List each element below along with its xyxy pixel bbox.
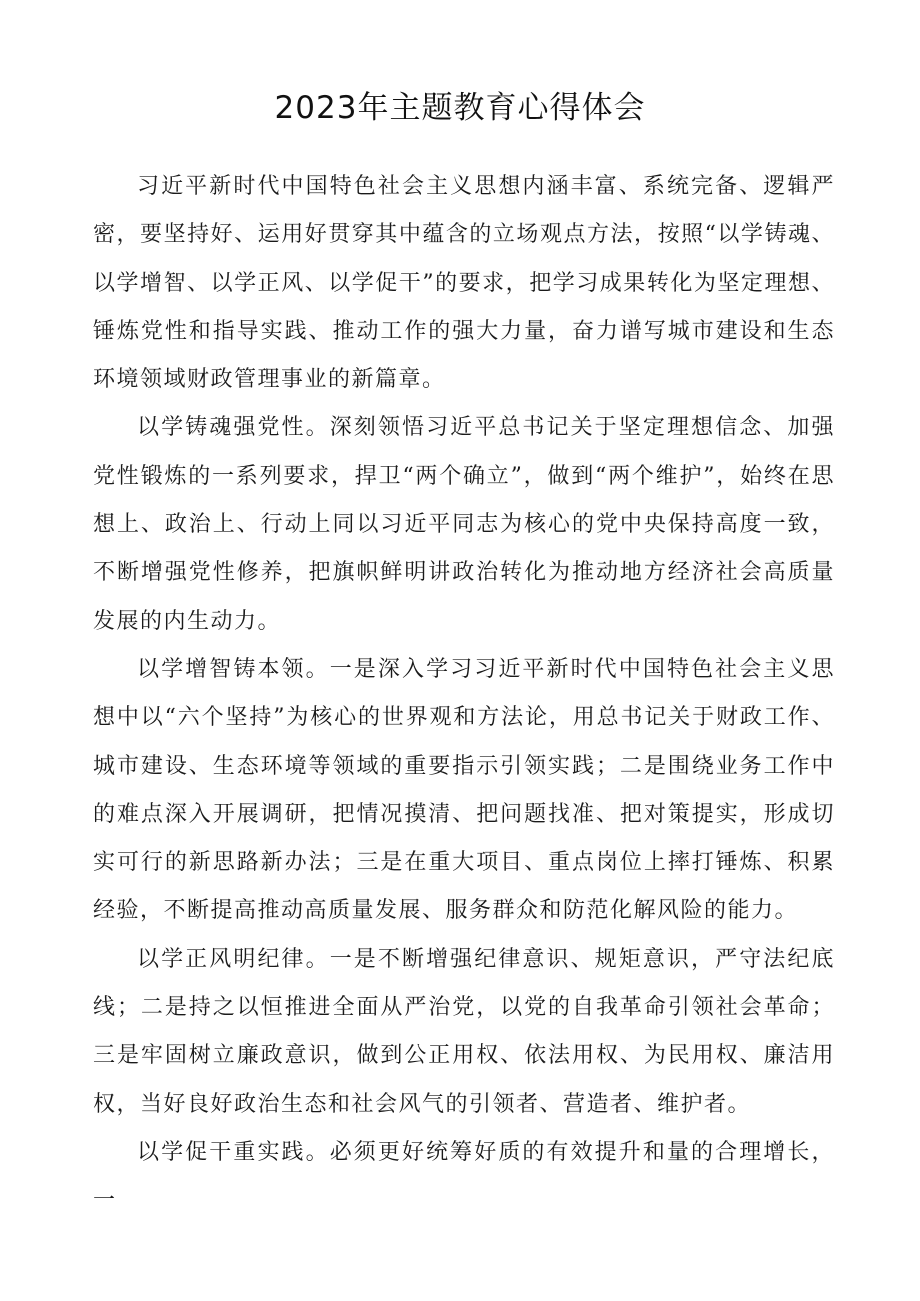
paragraph-promote-practice: 以学促干重实践。必须更好统筹好质的有效提升和量的合理增长，一	[93, 1139, 835, 1214]
document-title: 2023年主题教育心得体会	[274, 90, 646, 126]
paragraph-correct-style: 以学正风明纪律。一是不断增强纪律意识、规矩意识，严守法纪底线；二是持之以恒推进全面从严治党，以党的自我革命引领社会革命；三是牢固树立廉政意识，做到公正用权、依法用权、为民用权、廉洁用权，当好良好政治生态和社会风气的引领者、营造者、维护者。	[93, 946, 835, 1117]
document-body	[93, 163, 835, 1226]
paragraph-strengthen-party-spirit: 以学铸魂强党性。深刻领悟习近平总书记关于坚定理想信念、加强党性锻炼的一系列要求，捍卫“两个确立”，做到“两个维护”，始终在思想上、政治上、行动上同以习近平同志为核心的党中央保持高度一致，不断增强党性修养，把旗帜鲜明讲政治转化为推动地方经济社会高质量发展的内生动力。	[93, 415, 835, 634]
paragraph-increase-wisdom: 以学增智铸本领。一是深入学习习近平新时代中国特色社会主义思想中以“六个坚持”为核心的世界观和方法论，用总书记关于财政工作、城市建设、生态环境等领域的重要指示引领实践；二是围绕业务工作中的难点深入开展调研，把情况摸清、把问题找准、把对策提实，形成切实可行的新思路新办法；三是在重大项目、重点岗位上摔打锤炼、积累经验，不断提高推动高质量发展、服务群众和防范化解风险的能力。	[93, 656, 835, 924]
paragraph-intro: 习近平新时代中国特色社会主义思想内涵丰富、系统完备、逻辑严密，要坚持好、运用好贯穿其中蕴含的立场观点方法，按照“以学铸魂、以学增智、以学正风、以学促干”的要求，把学习成果转化为坚定理想、锤炼党性和指导实践、推动工作的强大力量，奋力谱写城市建设和生态环境领域财政管理事业的新篇章。	[93, 174, 835, 393]
